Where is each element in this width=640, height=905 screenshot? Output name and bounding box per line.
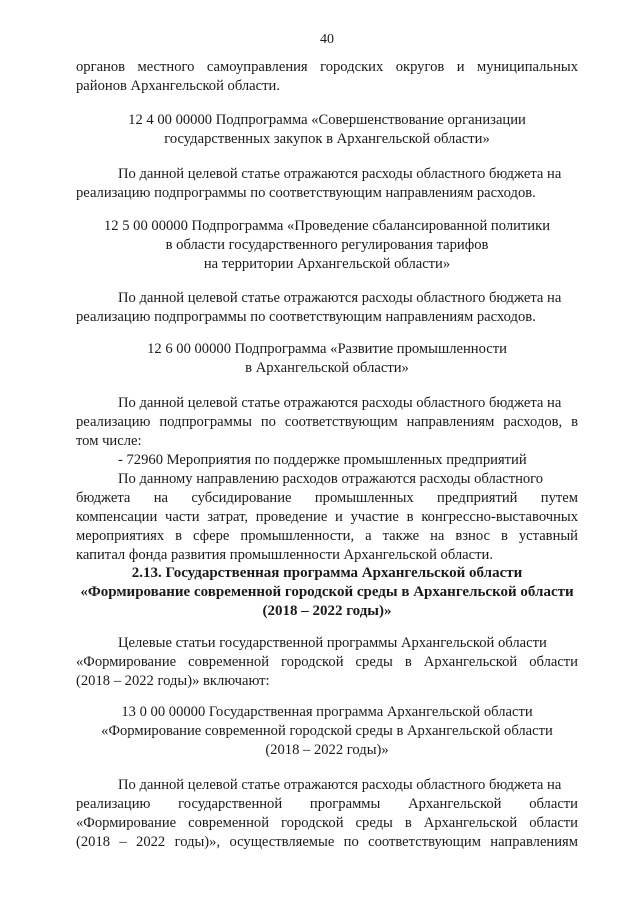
text-line: компенсации части затрат, проведение и участие в конгрессно-выставочных	[76, 509, 578, 525]
text-line: районов Архангельской области.	[76, 78, 280, 94]
heading-line: на территории Архангельской области»	[203, 256, 451, 272]
text-line: По данному направлению расходов отражаются расходы областного	[118, 471, 544, 487]
text-line: По данной целевой статье отражаются расходы областного бюджета на	[118, 290, 562, 306]
direction-72960-text	[76, 470, 578, 565]
text-line: реализацию подпрограммы по соответствующим направлениям расходов.	[76, 185, 536, 201]
text-line: бюджета на субсидирование промышленных предприятий путем	[76, 490, 578, 506]
heading-line: 2.13. Государственная программа Архангельской области	[131, 565, 523, 581]
heading-line: «Формирование современной городской среды в Архангельской области	[101, 723, 553, 739]
text-line: По данной целевой статье отражаются расходы областного бюджета на	[118, 395, 562, 411]
text-line: Целевые статьи государственной программы Архангельской области	[118, 635, 547, 651]
heading-line: 12 6 00 00000 Подпрограмма «Развитие промышленности	[147, 341, 507, 357]
subprogram-124-heading	[76, 111, 578, 149]
program-13-text	[76, 776, 578, 852]
text-line: «Формирование современной городской среды в Архангельской области	[76, 815, 578, 831]
page-number: 40	[320, 32, 334, 47]
text-line: По данной целевой статье отражаются расходы областного бюджета на	[118, 166, 562, 182]
text-line: мероприятиях в сфере промышленности, а также на взнос в уставный	[76, 528, 578, 544]
subprogram-124-text	[76, 165, 578, 203]
heading-line: 12 4 00 00000 Подпрограмма «Совершенствование организации	[128, 112, 526, 128]
heading-line: государственных закупок в Архангельской области»	[164, 131, 490, 147]
subprogram-126-heading	[76, 340, 578, 378]
text-line: (2018 – 2022 годы)» включают:	[76, 673, 270, 689]
section-213-heading	[76, 564, 578, 621]
text-line: «Формирование современной городской среды в Архангельской области	[76, 654, 578, 670]
direction-line: - 72960 Мероприятия по поддержке промышленных предприятий	[118, 452, 527, 468]
heading-line: (2018 – 2022 годы)»	[262, 603, 392, 619]
text-line: том числе:	[76, 433, 142, 449]
text-line: реализацию государственной программы Архангельской области	[76, 796, 578, 812]
program-13-heading	[76, 703, 578, 760]
heading-line: в области государственного регулирования тарифов	[165, 237, 489, 253]
heading-line: в Архангельской области»	[245, 360, 409, 376]
subprogram-125-heading	[76, 217, 578, 274]
subprogram-126-text	[76, 394, 578, 451]
subprogram-125-text	[76, 289, 578, 327]
text-line: капитал фонда развития промышленности Архангельской области.	[76, 547, 493, 563]
heading-line: (2018 – 2022 годы)»	[265, 742, 389, 758]
intro-paragraph	[76, 58, 578, 96]
text-line: (2018 – 2022 годы)», осуществляемые по соответствующим направлениям	[76, 834, 578, 850]
section-213-intro	[76, 634, 578, 691]
text-line: реализацию подпрограммы по соответствующим направлениям расходов.	[76, 309, 536, 325]
heading-line: 12 5 00 00000 Подпрограмма «Проведение сбалансированной политики	[103, 218, 550, 234]
heading-line: 13 0 00 00000 Государственная программа Архангельской области	[121, 704, 533, 720]
text-line: реализацию подпрограммы по соответствующим направлениям расходов, в	[76, 414, 578, 430]
heading-line: «Формирование современной городской среды в Архангельской области	[80, 584, 574, 600]
text-line: органов местного самоуправления городских округов и муниципальных	[76, 59, 578, 75]
text-line: По данной целевой статье отражаются расходы областного бюджета на	[118, 777, 562, 793]
direction-72960	[76, 451, 578, 470]
